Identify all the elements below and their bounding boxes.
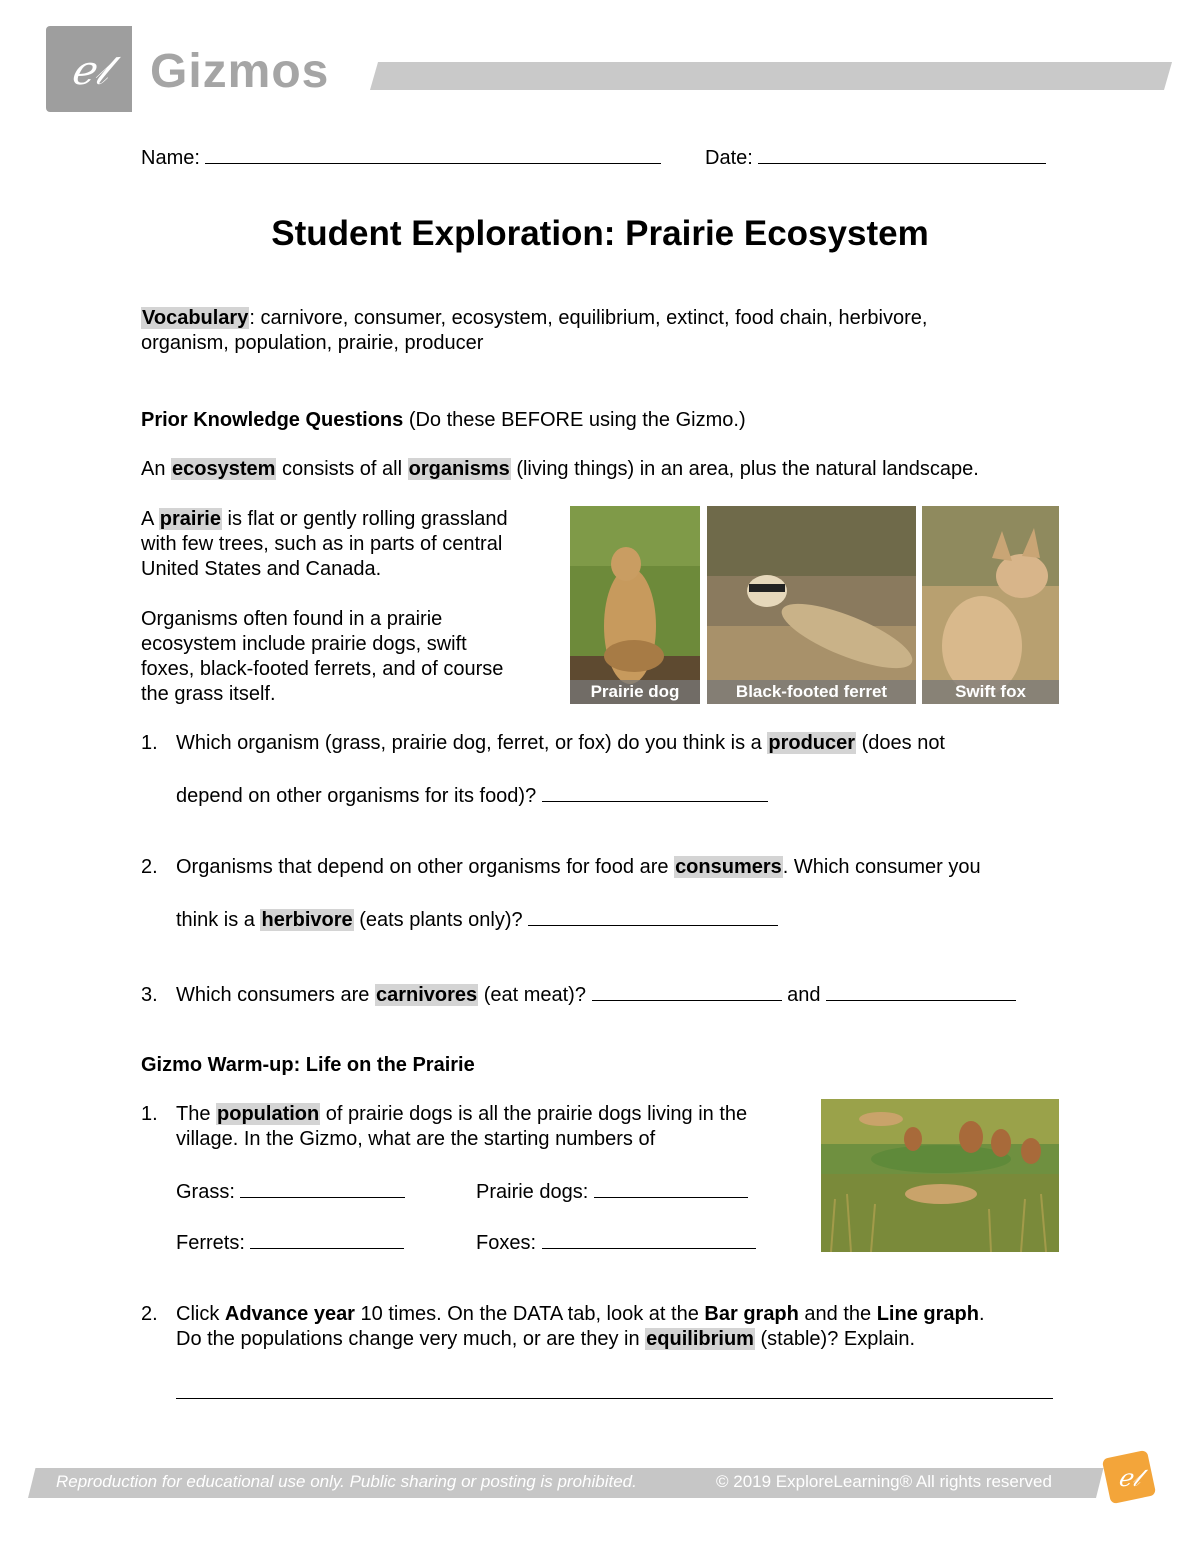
q3-and: and xyxy=(787,984,821,1006)
name-blank[interactable] xyxy=(205,143,661,164)
warmup-heading-text: Gizmo Warm-up: Life on the Prairie xyxy=(141,1054,475,1076)
q1-number: 1. xyxy=(141,732,158,754)
footer-copyright: © 2019 ExploreLearning® All rights reserved xyxy=(716,1472,1052,1491)
organisms-line-2: ecosystem include prairie dogs, swift xyxy=(141,633,467,655)
svg-text:ℯ𝓁: ℯ𝓁 xyxy=(70,48,108,94)
w2-answer-line[interactable] xyxy=(176,1378,1053,1399)
q1-answer-blank[interactable] xyxy=(542,781,768,802)
w1-number: 1. xyxy=(141,1103,158,1125)
q2-text-4: (eats plants only)? xyxy=(353,909,523,931)
footer-notice: Reproduction for educational use only. Public sharing or posting is prohibited. xyxy=(56,1472,637,1491)
keyword-prairie: prairie xyxy=(159,508,221,530)
ferret-image xyxy=(707,506,916,704)
keyword-consumers: consumers xyxy=(675,856,782,878)
organisms-line-3: foxes, black-footed ferrets, and of course xyxy=(141,658,504,680)
eco-text-3: (living things) in an area, plus the natural landscape. xyxy=(510,458,979,480)
caption-prairie-dog: Prairie dog xyxy=(570,680,700,704)
date-blank[interactable] xyxy=(758,143,1046,164)
warmup-question-1 xyxy=(141,1102,811,1152)
prairie-dogs-field xyxy=(476,1177,748,1205)
el-badge-icon xyxy=(1100,1448,1158,1506)
warmup-question-2 xyxy=(141,1302,1071,1352)
keyword-producer: producer xyxy=(768,732,856,754)
ferrets-blank[interactable] xyxy=(250,1228,404,1249)
prairie-text-2: is flat or gently rolling grassland xyxy=(221,508,508,530)
gizmos-logo xyxy=(46,26,132,112)
ecosystem-sentence xyxy=(141,457,979,482)
name-label: Name: xyxy=(141,147,200,169)
q1-text-1: Which organism (grass, prairie dog, ferret, or fox) do you think is a xyxy=(176,732,768,754)
w2-number: 2. xyxy=(141,1303,158,1325)
ferrets-label: Ferrets: xyxy=(176,1232,245,1254)
q3-text-1: Which consumers are xyxy=(176,984,375,1006)
w1-text-2: of prairie dogs is all the prairie dogs living in the xyxy=(320,1103,748,1125)
prior-knowledge-heading xyxy=(141,408,746,433)
brand-name: Gizmos xyxy=(150,45,330,98)
q3-number: 3. xyxy=(141,984,158,1006)
keyword-organisms: organisms xyxy=(408,458,510,480)
q2-text-1: Organisms that depend on other organisms for food are xyxy=(176,856,675,878)
prairie-text-1: A xyxy=(141,508,159,530)
vocabulary xyxy=(141,306,1061,356)
organisms-line-1: Organisms often found in a prairie xyxy=(141,608,443,630)
grass-blank[interactable] xyxy=(240,1177,405,1198)
q1-text-2: (does not xyxy=(856,732,945,754)
question-2-line-2 xyxy=(176,905,778,933)
advance-year-bold: Advance year xyxy=(224,1303,355,1325)
prairie-dogs-label: Prairie dogs: xyxy=(476,1181,589,1203)
warmup-heading xyxy=(141,1053,475,1078)
prior-heading-bold: Prior Knowledge Questions xyxy=(141,409,404,431)
grass-label: Grass: xyxy=(176,1181,235,1203)
svg-text:ℯ𝓁: ℯ𝓁 xyxy=(1117,1464,1141,1492)
organisms-paragraph xyxy=(141,607,561,707)
foxes-blank[interactable] xyxy=(542,1228,756,1249)
keyword-carnivores: carnivores xyxy=(375,984,478,1006)
q1-text-3: depend on other organisms for its food)? xyxy=(176,785,537,807)
prairie-line-3: United States and Canada. xyxy=(141,558,382,580)
vocabulary-list-2: organism, population, prairie, producer xyxy=(141,332,484,354)
q2-text-3: think is a xyxy=(176,909,261,931)
photo-swift-fox xyxy=(922,506,1059,704)
question-1-line-2 xyxy=(176,781,768,809)
q3-answer-blank-2[interactable] xyxy=(826,980,1016,1001)
question-3 xyxy=(141,980,1071,1008)
header-bar xyxy=(370,62,1172,90)
question-1 xyxy=(141,731,1071,756)
q3-text-2: (eat meat)? xyxy=(478,984,586,1006)
w2-text-3: and the xyxy=(798,1303,877,1325)
photo-ferret xyxy=(707,506,916,704)
q2-number: 2. xyxy=(141,856,158,878)
question-2 xyxy=(141,855,1071,880)
w2-text-2: 10 times. On the DATA tab, look at the xyxy=(354,1303,705,1325)
keyword-equilibrium: equilibrium xyxy=(646,1328,754,1350)
prairie-scene-illustration xyxy=(821,1099,1059,1252)
swift-fox-image xyxy=(922,506,1059,704)
eco-text-2: consists of all xyxy=(276,458,408,480)
el-logo-icon xyxy=(46,26,132,112)
keyword-herbivore: herbivore xyxy=(261,909,353,931)
q2-answer-blank[interactable] xyxy=(528,905,778,926)
eco-text-1: An xyxy=(141,458,172,480)
bar-graph-bold: Bar graph xyxy=(704,1303,799,1325)
line-graph-bold: Line graph xyxy=(876,1303,979,1325)
q3-answer-blank-1[interactable] xyxy=(592,980,782,1001)
w2-text-4: . xyxy=(978,1303,985,1325)
date-label: Date: xyxy=(705,147,753,169)
caption-ferret: Black-footed ferret xyxy=(707,680,916,704)
ferrets-field xyxy=(176,1228,404,1256)
q2-text-2: . Which consumer you xyxy=(782,856,981,878)
organisms-line-4: the grass itself. xyxy=(141,683,276,705)
grass-field xyxy=(176,1177,405,1205)
vocabulary-label: Vocabulary xyxy=(142,307,249,329)
w2-text-5: Do the populations change very much, or are they in xyxy=(176,1328,646,1350)
prairie-dogs-blank[interactable] xyxy=(594,1177,748,1198)
foxes-label: Foxes: xyxy=(476,1232,537,1254)
date-field xyxy=(705,143,1046,170)
prairie-paragraph xyxy=(141,507,561,582)
caption-swift-fox: Swift fox xyxy=(922,680,1059,704)
name-field xyxy=(141,143,661,170)
w2-text-6: (stable)? Explain. xyxy=(754,1328,916,1350)
vocabulary-list-1: : carnivore, consumer, ecosystem, equilibrium, extinct, food chain, herbivore, xyxy=(249,307,928,329)
keyword-population: population xyxy=(217,1103,320,1125)
prior-heading-note: (Do these BEFORE using the Gizmo.) xyxy=(403,409,746,431)
explorelearning-logo xyxy=(1100,1448,1158,1506)
photo-prairie-dog xyxy=(570,506,700,704)
foxes-field xyxy=(476,1228,756,1256)
prairie-dog-image xyxy=(570,506,700,704)
w2-text-1: Click xyxy=(176,1303,225,1325)
page-title: Student Exploration: Prairie Ecosystem xyxy=(271,214,929,253)
keyword-ecosystem: ecosystem xyxy=(172,458,276,480)
w1-text-3: village. In the Gizmo, what are the starting numbers of xyxy=(176,1128,656,1150)
w1-text-1: The xyxy=(176,1103,217,1125)
gizmo-scene-image xyxy=(821,1099,1059,1252)
prairie-line-2: with few trees, such as in parts of central xyxy=(141,533,503,555)
